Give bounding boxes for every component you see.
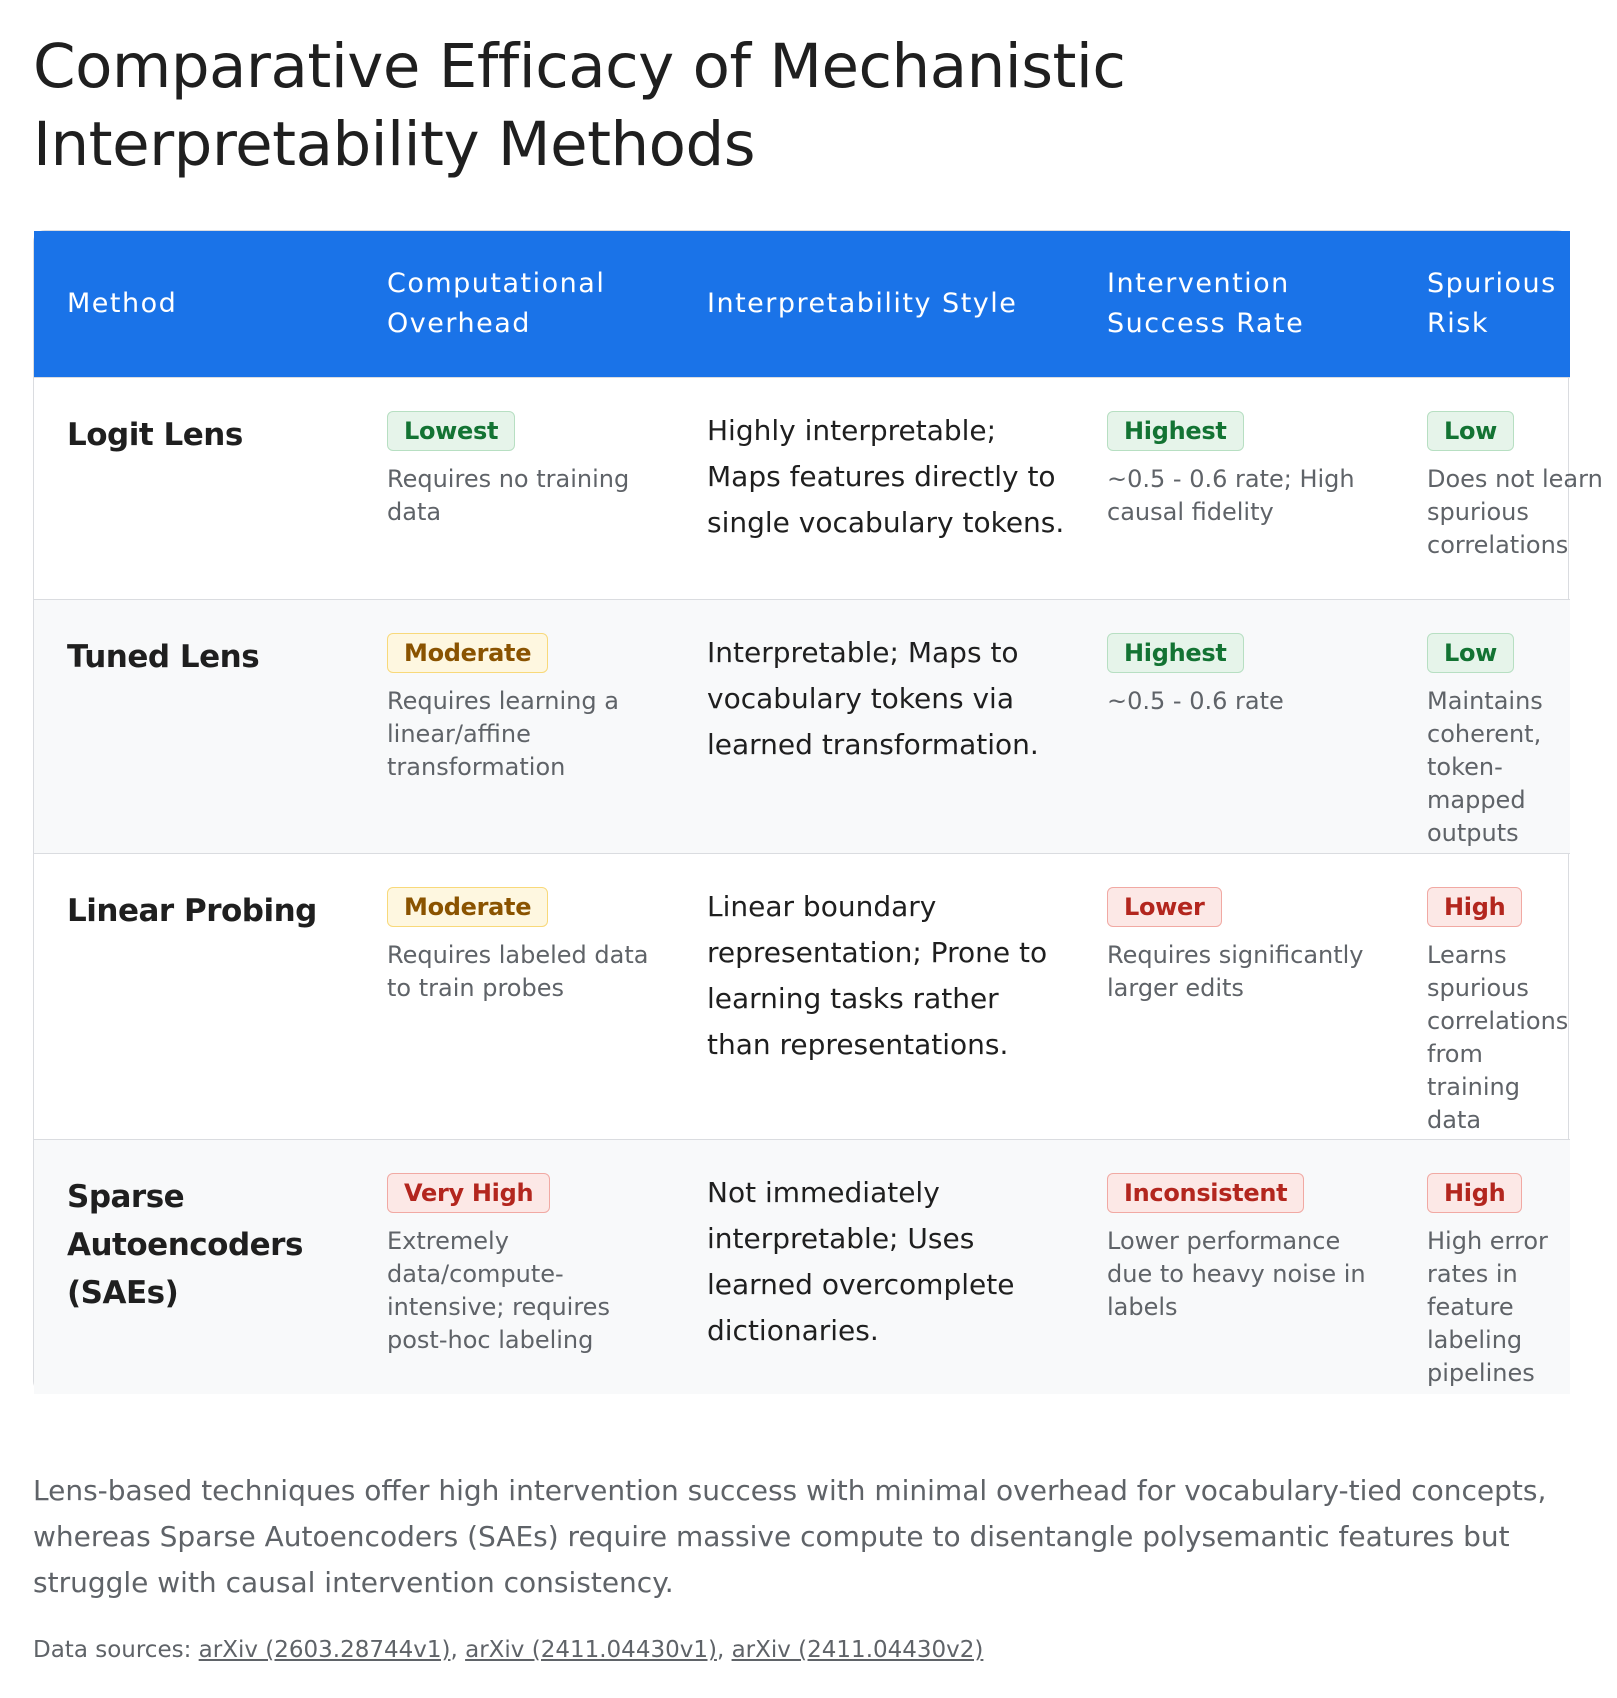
interpretability-style-text: Linear boundary representation; Prone to learning tasks rather than representations.: [707, 890, 1048, 1061]
risk-cell: [1427, 887, 1570, 1137]
method-name: Logit Lens: [67, 417, 243, 453]
success-cell: [1107, 633, 1377, 718]
overhead-badge: Lowest: [387, 411, 515, 451]
overhead-note: Requires labeled data to train probes: [387, 941, 649, 1002]
success-note: Requires significantly larger edits: [1107, 941, 1364, 1002]
success-note: ~0.5 - 0.6 rate: [1107, 687, 1284, 715]
method-name: Tuned Lens: [67, 639, 260, 675]
data-sources: Data sources: arXiv (2603.28744v1), arXiv (2411.04430v1), arXiv (2411.04430v2): [33, 1637, 984, 1663]
overhead-cell: [387, 411, 657, 529]
overhead-note: Requires learning a linear/affine transformation: [387, 687, 619, 781]
risk-badge: Low: [1427, 411, 1514, 451]
header-intervention-success-rate: Intervention Success Rate: [1107, 268, 1305, 339]
source-link[interactable]: arXiv (2411.04430v1): [465, 1637, 717, 1663]
interpretability-style-text: Interpretable; Maps to vocabulary tokens via learned transformation.: [707, 636, 1039, 761]
overhead-note: Requires no training data: [387, 465, 630, 526]
risk-note: Learns spurious correlations from training data: [1427, 941, 1569, 1134]
header-interpretability-style: Interpretability Style: [707, 288, 1018, 319]
success-badge: Inconsistent: [1107, 1173, 1304, 1213]
summary-paragraph: Lens-based techniques offer high intervention success with minimal overhead for vocabulary-tied concepts, whereas Sparse Autoencoders (SAEs) require massive compute to disentangle polysemantic features but struggle with causal intervention consistency.: [33, 1474, 1547, 1599]
table-row: [34, 853, 1570, 1139]
method-name: Sparse Autoencoders (SAEs): [67, 1179, 303, 1311]
risk-cell: [1427, 633, 1570, 850]
success-badge: Highest: [1107, 633, 1244, 673]
risk-badge: Low: [1427, 633, 1514, 673]
success-note: ~0.5 - 0.6 rate; High causal fidelity: [1107, 465, 1355, 526]
success-note: Lower performance due to heavy noise in labels: [1107, 1227, 1366, 1321]
table-header: [34, 231, 1570, 377]
table-row: [34, 1139, 1570, 1394]
sources-label: Data sources:: [33, 1637, 192, 1663]
success-cell: [1107, 1173, 1377, 1324]
risk-badge: High: [1427, 887, 1522, 927]
overhead-badge: Moderate: [387, 633, 548, 673]
overhead-note: Extremely data/compute-intensive; requires post-hoc labeling: [387, 1227, 610, 1354]
table-row: [34, 599, 1570, 853]
success-cell: [1107, 887, 1377, 1005]
risk-note: High error rates in feature labeling pipelines: [1427, 1227, 1548, 1387]
source-link[interactable]: arXiv (2603.28744v1): [198, 1637, 451, 1663]
table-row: [34, 377, 1603, 599]
risk-cell: [1427, 411, 1603, 562]
interpretability-style-text: Not immediately interpretable; Uses learned overcomplete dictionaries.: [707, 1176, 1015, 1347]
success-badge: Highest: [1107, 411, 1244, 451]
overhead-cell: [387, 1173, 617, 1357]
overhead-badge: Moderate: [387, 887, 548, 927]
overhead-cell: [387, 887, 657, 1005]
interpretability-style-text: Highly interpretable; Maps features directly to single vocabulary tokens.: [707, 414, 1065, 539]
success-cell: [1107, 411, 1377, 529]
risk-note: Maintains coherent, token-mapped outputs: [1427, 687, 1543, 847]
overhead-badge: Very High: [387, 1173, 550, 1213]
header-method: Method: [67, 288, 178, 319]
header-computational-overhead: Computational Overhead: [387, 268, 606, 339]
risk-cell: [1427, 1173, 1570, 1390]
success-badge: Lower: [1107, 887, 1222, 927]
overhead-cell: [387, 633, 657, 784]
source-link[interactable]: arXiv (2411.04430v2): [731, 1637, 984, 1663]
method-name: Linear Probing: [67, 893, 317, 929]
page-title: Comparative Efficacy of Mechanistic Interpretability Methods: [33, 31, 1126, 180]
risk-badge: High: [1427, 1173, 1522, 1213]
risk-note: Does not learn spurious correlations: [1427, 465, 1603, 559]
comparison-table: [33, 230, 1603, 1393]
header-spurious-risk: Spurious Risk: [1427, 268, 1557, 339]
